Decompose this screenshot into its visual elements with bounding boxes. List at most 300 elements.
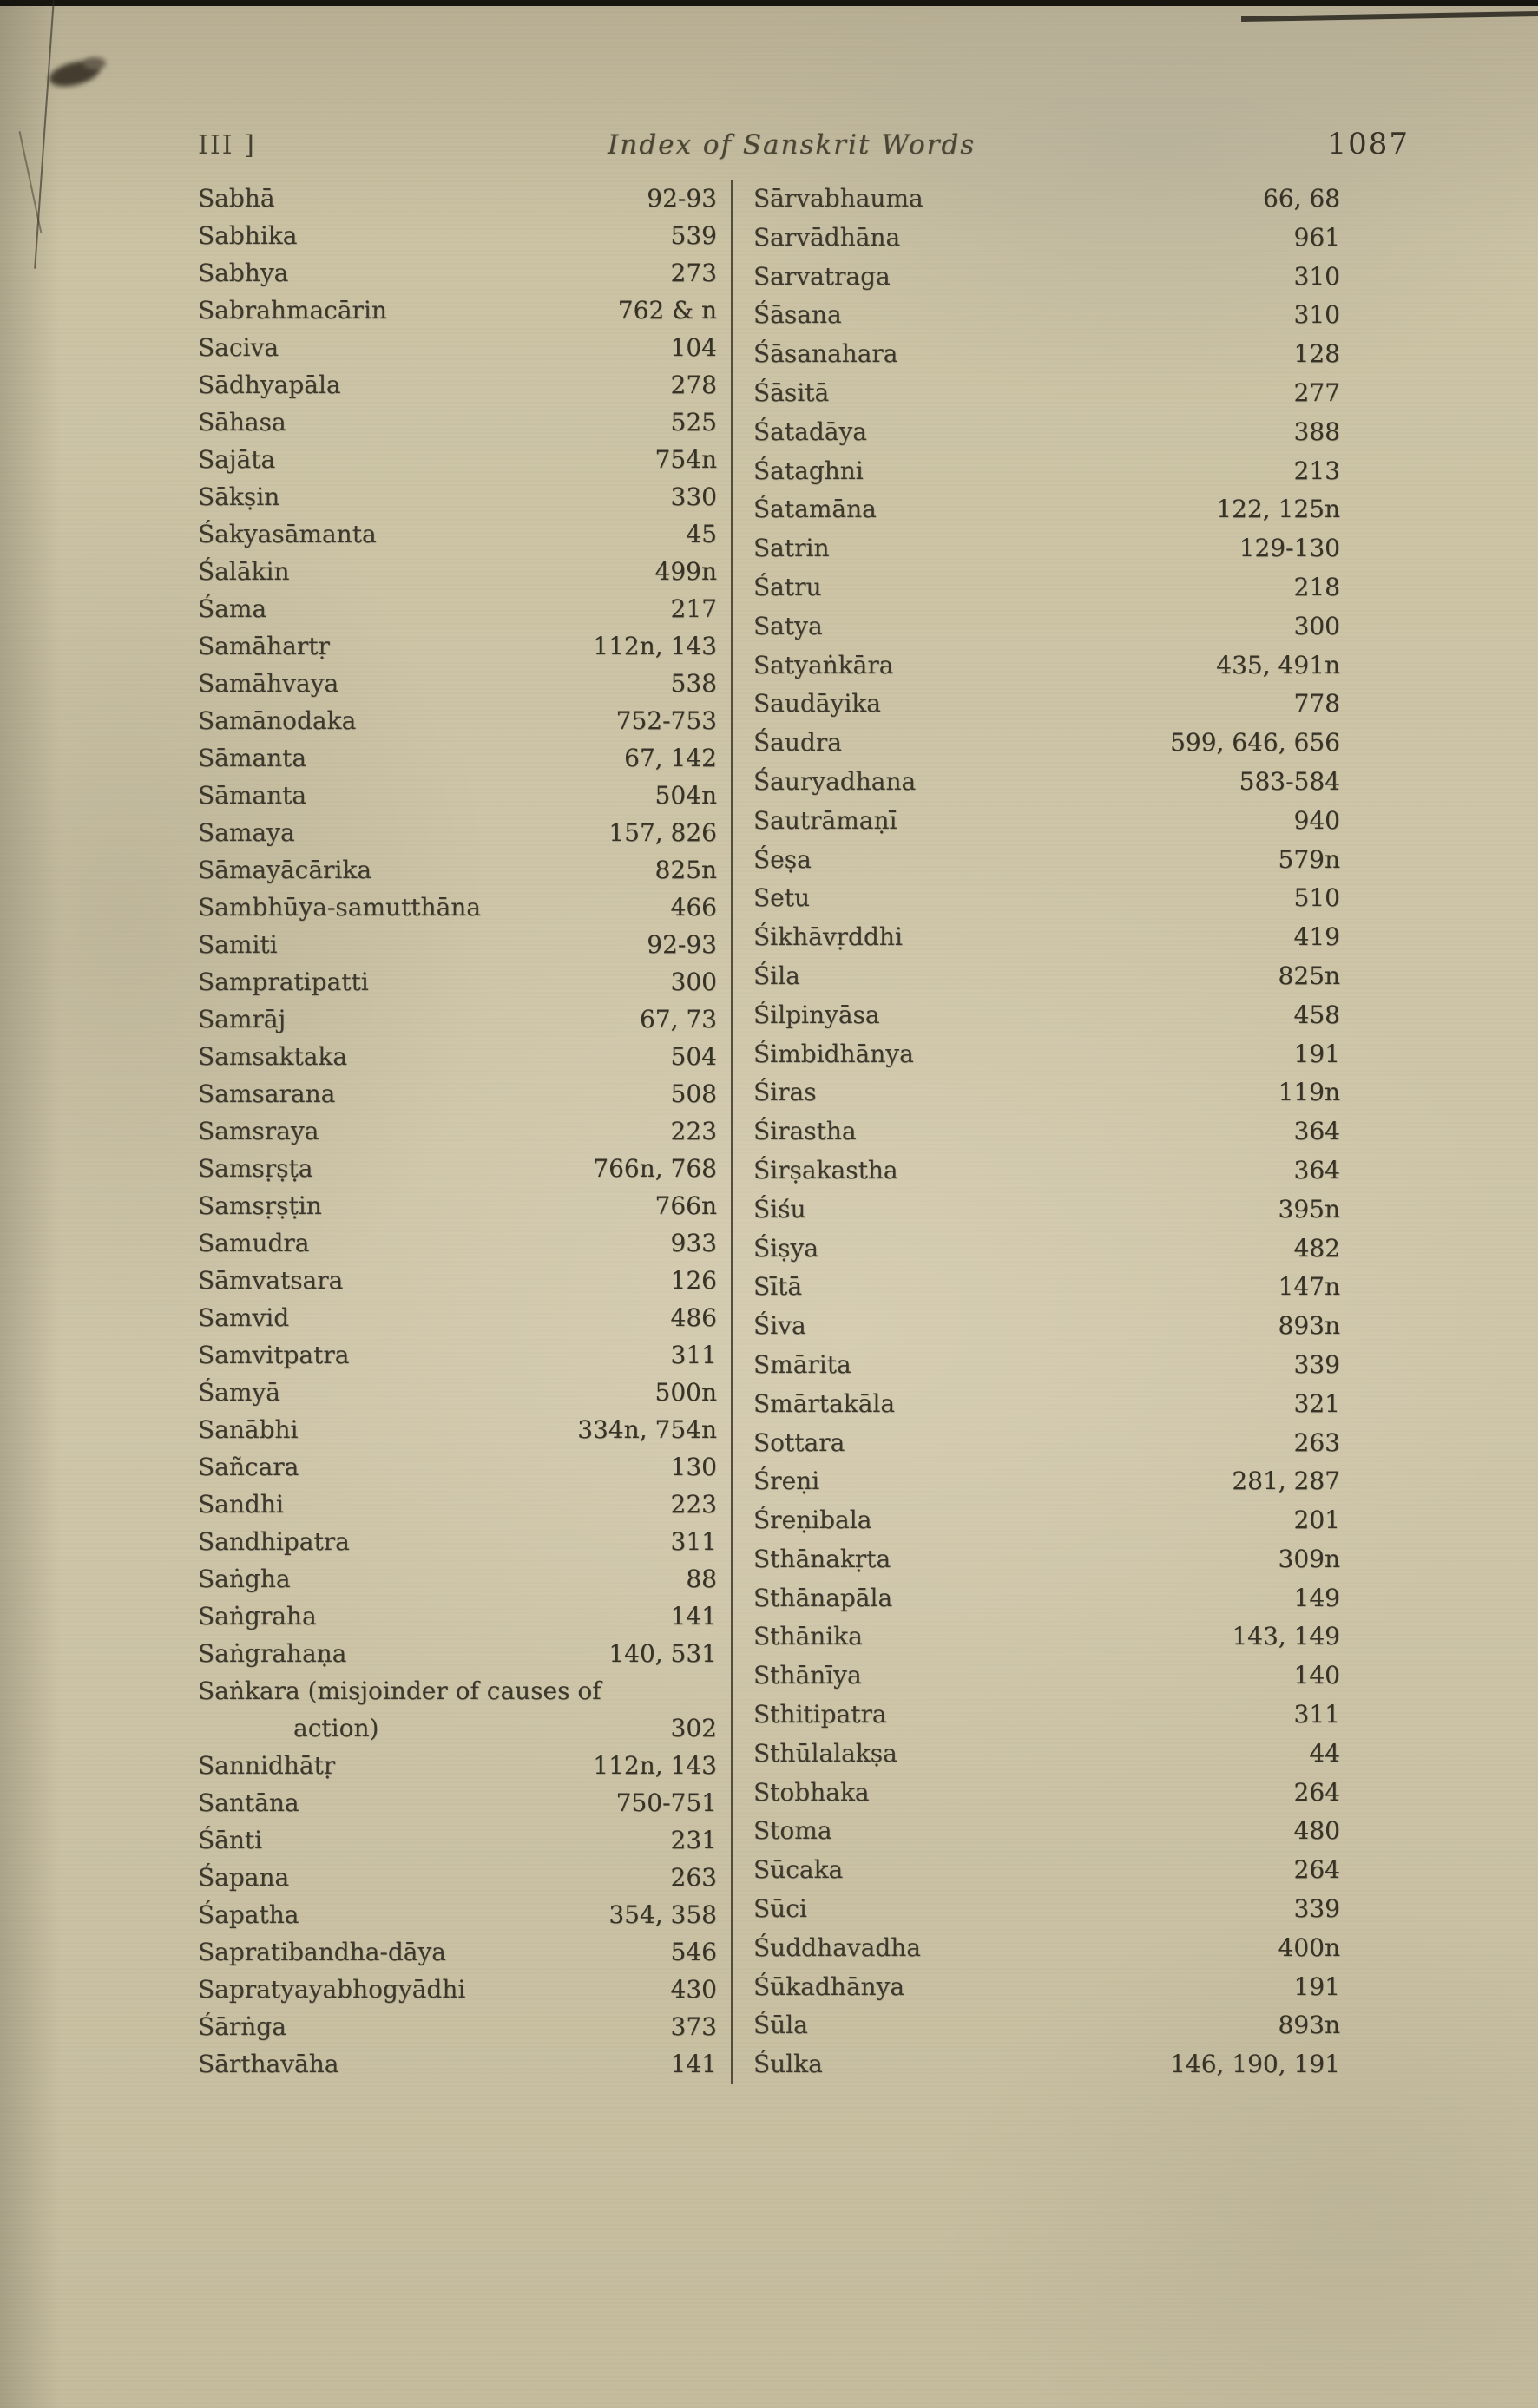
index-entry (753, 918, 1340, 957)
entry-pages: 277 (1293, 377, 1340, 407)
entry-word: Śānti (198, 1826, 263, 1854)
entry-pages: 762 & n (617, 296, 717, 325)
entry-pages: 146, 190, 191 (1170, 2050, 1340, 2079)
entry-pages: 525 (670, 408, 717, 436)
entry-pages: 933 (670, 1229, 717, 1257)
entry-pages: 825n (1278, 961, 1340, 990)
entry-word: Sabhya (198, 259, 289, 287)
entry-word: Sapratyayabhogyādhi (198, 1975, 466, 2004)
entry-word: Śaudra (753, 728, 842, 758)
entry-pages: 311 (670, 1527, 717, 1556)
entry-pages: 508 (670, 1079, 717, 1108)
entry-word: Sāhasa (198, 408, 286, 436)
index-entry (753, 1735, 1340, 1774)
index-entry (198, 1784, 717, 1821)
page-header (198, 127, 1410, 167)
entry-pages: 130 (670, 1453, 717, 1481)
index-entry (198, 963, 717, 1001)
entry-pages: 149 (1293, 1583, 1340, 1612)
entry-word: Stoma (753, 1816, 832, 1846)
entry-pages: 766n, 768 (593, 1154, 717, 1183)
entry-word: Saṅkara (misjoinder of causes of action) (198, 1676, 601, 1742)
entry-pages: 300 (670, 968, 717, 996)
index-entry (753, 490, 1340, 529)
entry-pages: 157, 826 (608, 818, 717, 847)
entry-pages: 223 (670, 1117, 717, 1145)
entry-pages: 458 (1293, 1000, 1340, 1029)
entry-word: Samaya (198, 818, 295, 847)
index-entry (198, 739, 717, 777)
index-entry (198, 1150, 717, 1187)
entry-word: Śāsana (753, 300, 842, 330)
entry-word: Śalākin (198, 557, 290, 586)
entry-pages: 217 (670, 594, 717, 623)
entry-word: Śulka (753, 2050, 823, 2079)
index-entry (198, 478, 717, 515)
entry-pages: 281, 287 (1232, 1466, 1340, 1496)
index-entry (753, 258, 1340, 297)
entry-word: Santāna (198, 1788, 299, 1817)
index-entry (753, 452, 1340, 491)
entry-word: Samsarana (198, 1079, 336, 1108)
entry-word: Śreṇibala (753, 1506, 872, 1535)
page-number: 1087 (1327, 127, 1410, 161)
entry-pages: 45 (686, 520, 717, 548)
index-entry (198, 404, 717, 441)
entry-word: Sthūlalakṣa (753, 1738, 897, 1768)
index-entry (753, 2045, 1340, 2084)
entry-word: Samāhartṛ (198, 632, 330, 660)
entry-pages: 893n (1278, 2011, 1340, 2040)
entry-pages: 302 (670, 1714, 717, 1742)
entry-pages: 752-753 (615, 706, 717, 735)
entry-word: Samudra (198, 1229, 310, 1257)
index-entry (753, 1774, 1340, 1813)
entry-word: Samvitpatra (198, 1341, 350, 1369)
index-entry (198, 2045, 717, 2083)
index-entry (753, 879, 1340, 918)
entry-pages: 129-130 (1239, 534, 1340, 563)
entry-word: Sāmvatsara (198, 1266, 344, 1295)
entry-pages: 504 (670, 1042, 717, 1071)
entry-word: Sanābhi (198, 1415, 299, 1444)
entry-pages: 141 (670, 2050, 717, 2078)
index-entry (753, 1424, 1340, 1463)
entry-word: Śataghni (753, 456, 864, 485)
entry-pages: 754n (654, 445, 717, 474)
entry-pages: 143, 149 (1232, 1622, 1340, 1651)
entry-pages: 218 (1293, 572, 1340, 601)
entry-pages: 263 (1293, 1427, 1340, 1457)
index-entry (753, 2006, 1340, 2045)
entry-word: Sautrāmaṇī (753, 805, 897, 835)
entry-pages: 191 (1293, 1039, 1340, 1068)
entry-word: Śapatha (198, 1900, 299, 1929)
entry-pages: 480 (1293, 1816, 1340, 1846)
entry-word: Saṅgraha (198, 1602, 317, 1630)
index-entry (753, 1617, 1340, 1657)
index-entry (198, 1448, 717, 1486)
index-entry (198, 1075, 717, 1112)
entry-pages: 395n (1278, 1194, 1340, 1224)
entry-pages: 309n (1278, 1544, 1340, 1573)
entry-pages: 486 (670, 1303, 717, 1332)
entry-pages: 539 (670, 221, 717, 250)
entry-pages: 122, 125n (1216, 495, 1340, 524)
index-entry (198, 814, 717, 851)
entry-pages: 599, 646, 656 (1170, 728, 1340, 758)
index-entry (198, 1262, 717, 1299)
entry-word: Śilpinyāsa (753, 1000, 880, 1029)
entry-word: Śikhāvṛddhi (753, 922, 903, 952)
entry-word: Samiti (198, 930, 278, 959)
entry-pages: 510 (1293, 883, 1340, 913)
index-entry (198, 1560, 717, 1598)
entry-pages: 388 (1293, 417, 1340, 446)
index-entry (753, 607, 1340, 646)
entry-word: Śama (198, 594, 267, 623)
index-entry (198, 1523, 717, 1560)
entry-pages: 400n (1278, 1932, 1340, 1962)
entry-word: Śuddhavadha (753, 1932, 921, 1962)
index-column-left (198, 180, 717, 2084)
index-entry (198, 851, 717, 889)
entry-pages: 263 (670, 1863, 717, 1892)
entry-word: Sāmanta (198, 744, 307, 772)
entry-pages: 499n (654, 557, 717, 586)
index-entry (198, 1374, 717, 1411)
entry-pages: 92-93 (647, 184, 717, 213)
index-entry (753, 1501, 1340, 1540)
entry-word: Śiśu (753, 1194, 806, 1224)
index-entry (198, 702, 717, 739)
entry-word: Samsaktaka (198, 1042, 348, 1071)
entry-pages: 147n (1278, 1272, 1340, 1302)
entry-pages: 104 (670, 333, 717, 362)
entry-word: Samsṛṣṭa (198, 1154, 313, 1183)
index-entry (753, 529, 1340, 568)
entry-word: Śirṣakastha (753, 1155, 898, 1184)
entry-word: Sabrahmacārin (198, 296, 387, 325)
entry-pages: 140, 531 (608, 1639, 717, 1668)
index-entry (753, 1812, 1340, 1851)
index-entry (753, 1696, 1340, 1735)
ink-smudge-small (83, 57, 106, 69)
entry-pages: 126 (670, 1266, 717, 1295)
index-column-right (753, 180, 1340, 2084)
index-entry (198, 1187, 717, 1224)
entry-pages: 354, 358 (608, 1900, 717, 1929)
book-page (198, 127, 1410, 2084)
entry-pages: 778 (1293, 689, 1340, 718)
index-entry (198, 1336, 717, 1374)
entry-word: Saṅgha (198, 1565, 291, 1593)
entry-pages: 538 (670, 669, 717, 698)
index-entry (753, 1307, 1340, 1346)
index-entry (198, 1299, 717, 1336)
index-entry (198, 1038, 717, 1075)
index-entry (198, 553, 717, 590)
index-entry (753, 1851, 1340, 1890)
entry-pages: 579n (1278, 844, 1340, 874)
entry-pages: 92-93 (647, 930, 717, 959)
scan-left-curve-artifact (19, 131, 43, 233)
entry-word: Śreṇi (753, 1466, 820, 1496)
entry-word: Śārṅga (198, 2012, 286, 2041)
entry-word: Saciva (198, 333, 279, 362)
entry-pages: 213 (1293, 456, 1340, 485)
entry-word: Sītā (753, 1272, 803, 1302)
entry-pages: 278 (670, 371, 717, 399)
index-entry (198, 1747, 717, 1784)
entry-pages: 300 (1293, 611, 1340, 640)
entry-pages: 500n (654, 1378, 717, 1407)
entry-word: Sarvādhāna (753, 222, 901, 252)
entry-pages: 961 (1293, 222, 1340, 252)
entry-word: Sottara (753, 1427, 845, 1457)
index-entry (753, 413, 1340, 452)
entry-pages: 364 (1293, 1155, 1340, 1184)
entry-word: Sabhā (198, 184, 275, 213)
entry-pages: 339 (1293, 1349, 1340, 1379)
index-entry (198, 180, 717, 217)
index-entry (198, 1672, 717, 1747)
entry-word: Śatru (753, 572, 822, 601)
entry-pages: 940 (1293, 805, 1340, 835)
entry-word: Sākṣin (198, 482, 280, 511)
entry-word: Śatamāna (753, 495, 877, 524)
index-entry (198, 1635, 717, 1672)
index-entry (198, 590, 717, 627)
index-entry (198, 366, 717, 404)
index-entry (753, 335, 1340, 374)
entry-pages: 67, 73 (639, 1005, 717, 1033)
entry-word: Sādhyapāla (198, 371, 341, 399)
entry-word: Sarvatraga (753, 261, 891, 291)
entry-word: Śiva (753, 1311, 806, 1341)
index-entry (753, 296, 1340, 335)
entry-word: Samsṛṣṭin (198, 1191, 322, 1220)
index-entry (198, 1971, 717, 2008)
entry-word: Samvid (198, 1303, 290, 1332)
entry-word: Śauryadhana (753, 766, 917, 796)
entry-word: Samāhvaya (198, 669, 339, 698)
entry-word: Sampratipatti (198, 968, 369, 996)
entry-pages: 546 (670, 1938, 717, 1966)
index-entry (753, 180, 1340, 219)
entry-pages: 119n (1278, 1078, 1340, 1107)
entry-pages: 766n (654, 1191, 717, 1220)
index-entry (198, 627, 717, 665)
entry-word: Śiras (753, 1078, 817, 1107)
entry-pages: 310 (1293, 300, 1340, 330)
index-entry (198, 1896, 717, 1933)
entry-word: Smārtakāla (753, 1388, 896, 1418)
index-entry (753, 763, 1340, 802)
scan-left-edge-artifact (34, 0, 55, 268)
index-entry (753, 1112, 1340, 1152)
index-entry (198, 926, 717, 963)
entry-word: Satya (753, 611, 823, 640)
entry-pages: 128 (1293, 339, 1340, 369)
index-entry (753, 568, 1340, 607)
entry-word: Śila (753, 961, 800, 990)
index-entry (753, 1073, 1340, 1112)
entry-word: Sūci (753, 1894, 807, 1924)
entry-pages: 435, 491n (1216, 650, 1340, 679)
index-entry (198, 1933, 717, 1971)
entry-pages: 330 (670, 482, 717, 511)
entry-word: Śūla (753, 2011, 808, 2040)
index-entry (753, 1346, 1340, 1385)
entry-pages: 482 (1293, 1233, 1340, 1263)
entry-word: Sūcaka (753, 1855, 844, 1885)
entry-pages: 66, 68 (1262, 184, 1340, 213)
entry-pages: 191 (1293, 1972, 1340, 2001)
entry-word: Śāsitā (753, 377, 830, 407)
index-entry (198, 1859, 717, 1896)
index-entry (753, 219, 1340, 258)
entry-pages: 310 (1293, 261, 1340, 291)
entry-pages: 419 (1293, 922, 1340, 952)
entry-pages: 321 (1293, 1388, 1340, 1418)
index-entry (198, 665, 717, 702)
index-entry (198, 515, 717, 553)
entry-word: Śāsanahara (753, 339, 898, 369)
index-entry (753, 724, 1340, 763)
entry-pages: 893n (1278, 1311, 1340, 1341)
index-entry (753, 957, 1340, 996)
index-entry (753, 841, 1340, 880)
index-entry (753, 1035, 1340, 1074)
index-entry (753, 1890, 1340, 1929)
entry-pages: 311 (1293, 1700, 1340, 1729)
index-entry (198, 1001, 717, 1038)
index-entry (753, 374, 1340, 413)
index-entry (198, 217, 717, 254)
entry-word: Sannidhātṛ (198, 1751, 336, 1780)
entry-pages: 311 (670, 1341, 717, 1369)
entry-pages: 583-584 (1239, 766, 1340, 796)
entry-word: Setu (753, 883, 811, 913)
ink-smudge (47, 56, 103, 91)
entry-word: Satrin (753, 534, 830, 563)
index-entry (753, 646, 1340, 686)
index-entry (198, 441, 717, 478)
entry-pages: 825n (654, 856, 717, 884)
entry-pages: 339 (1293, 1894, 1340, 1924)
index-entry (198, 889, 717, 926)
entry-pages: 223 (670, 1490, 717, 1519)
entry-pages: 231 (670, 1826, 717, 1854)
entry-pages: 504n (654, 781, 717, 810)
entry-word: Smārita (753, 1349, 851, 1379)
index-entry (198, 1112, 717, 1150)
entry-pages: 67, 142 (624, 744, 717, 772)
entry-word: Śatadāya (753, 417, 867, 446)
entry-word: Sañcara (198, 1453, 299, 1481)
entry-word: Sārthavāha (198, 2050, 339, 2078)
index-entry (753, 1230, 1340, 1269)
entry-pages: 373 (670, 2012, 717, 2041)
index-entry (753, 1968, 1340, 2007)
entry-word: Sabhika (198, 221, 298, 250)
index-entry (198, 1224, 717, 1262)
entry-word: Śakyasāmanta (198, 520, 377, 548)
entry-word: Śimbidhānya (753, 1039, 914, 1068)
entry-word: Śūkadhānya (753, 1972, 905, 2001)
index-entry (198, 2008, 717, 2045)
entry-pages: 466 (670, 893, 717, 922)
entry-word: Stobhaka (753, 1777, 870, 1807)
index-entry (753, 1579, 1340, 1618)
entry-pages: 141 (670, 1602, 717, 1630)
entry-word: Śirastha (753, 1117, 857, 1146)
section-marker: III ] (198, 130, 256, 161)
index-entry (198, 329, 717, 366)
index-entry (753, 1152, 1340, 1191)
index-entry (753, 1929, 1340, 1968)
entry-word: Satyaṅkāra (753, 650, 894, 679)
entry-word: Sthānapāla (753, 1583, 893, 1612)
entry-word: Śeṣa (753, 844, 812, 874)
index-entry (198, 1821, 717, 1859)
index-entry (198, 777, 717, 814)
entry-pages: 430 (670, 1975, 717, 2004)
entry-pages: 88 (686, 1565, 717, 1593)
page-title: Index of Sanskrit Words (608, 129, 976, 161)
entry-word: Sthānika (753, 1622, 863, 1651)
index-entry (753, 996, 1340, 1035)
index-columns (198, 180, 1410, 2084)
scan-top-right-artifact (1241, 11, 1538, 22)
column-divider (731, 180, 733, 2084)
entry-word: Sthānakṛta (753, 1544, 891, 1573)
entry-word: Samsraya (198, 1117, 319, 1145)
index-entry (198, 254, 717, 292)
scan-top-edge-artifact (0, 0, 1538, 6)
entry-word: Samānodaka (198, 706, 357, 735)
index-entry (753, 1191, 1340, 1230)
entry-pages: 264 (1293, 1855, 1340, 1885)
entry-word: Sapratibandha-dāya (198, 1938, 446, 1966)
index-entry (753, 1462, 1340, 1501)
entry-word: Sāmayācārika (198, 856, 372, 884)
entry-word: Samrāj (198, 1005, 286, 1033)
index-entry (753, 1540, 1340, 1579)
entry-word: Śiṣya (753, 1233, 819, 1263)
index-entry (753, 1385, 1340, 1424)
entry-pages: 264 (1293, 1777, 1340, 1807)
index-entry (753, 685, 1340, 724)
entry-pages: 750-751 (615, 1788, 717, 1817)
entry-pages: 44 (1309, 1738, 1340, 1768)
entry-word: Sārvabhauma (753, 184, 923, 213)
entry-pages: 140 (1293, 1661, 1340, 1690)
entry-word: Sthānīya (753, 1661, 862, 1690)
entry-word: Śapana (198, 1863, 290, 1892)
entry-word: Sandhi (198, 1490, 284, 1519)
index-entry (198, 1598, 717, 1635)
entry-pages: 334n, 754n (577, 1415, 717, 1444)
entry-word: Sthitipatra (753, 1700, 887, 1729)
entry-pages: 364 (1293, 1117, 1340, 1146)
entry-word: Śamyā (198, 1378, 280, 1407)
entry-word: Saṅgrahaṇa (198, 1639, 347, 1668)
entry-pages: 112n, 143 (593, 1751, 717, 1780)
index-entry (198, 292, 717, 329)
index-entry (753, 1657, 1340, 1696)
